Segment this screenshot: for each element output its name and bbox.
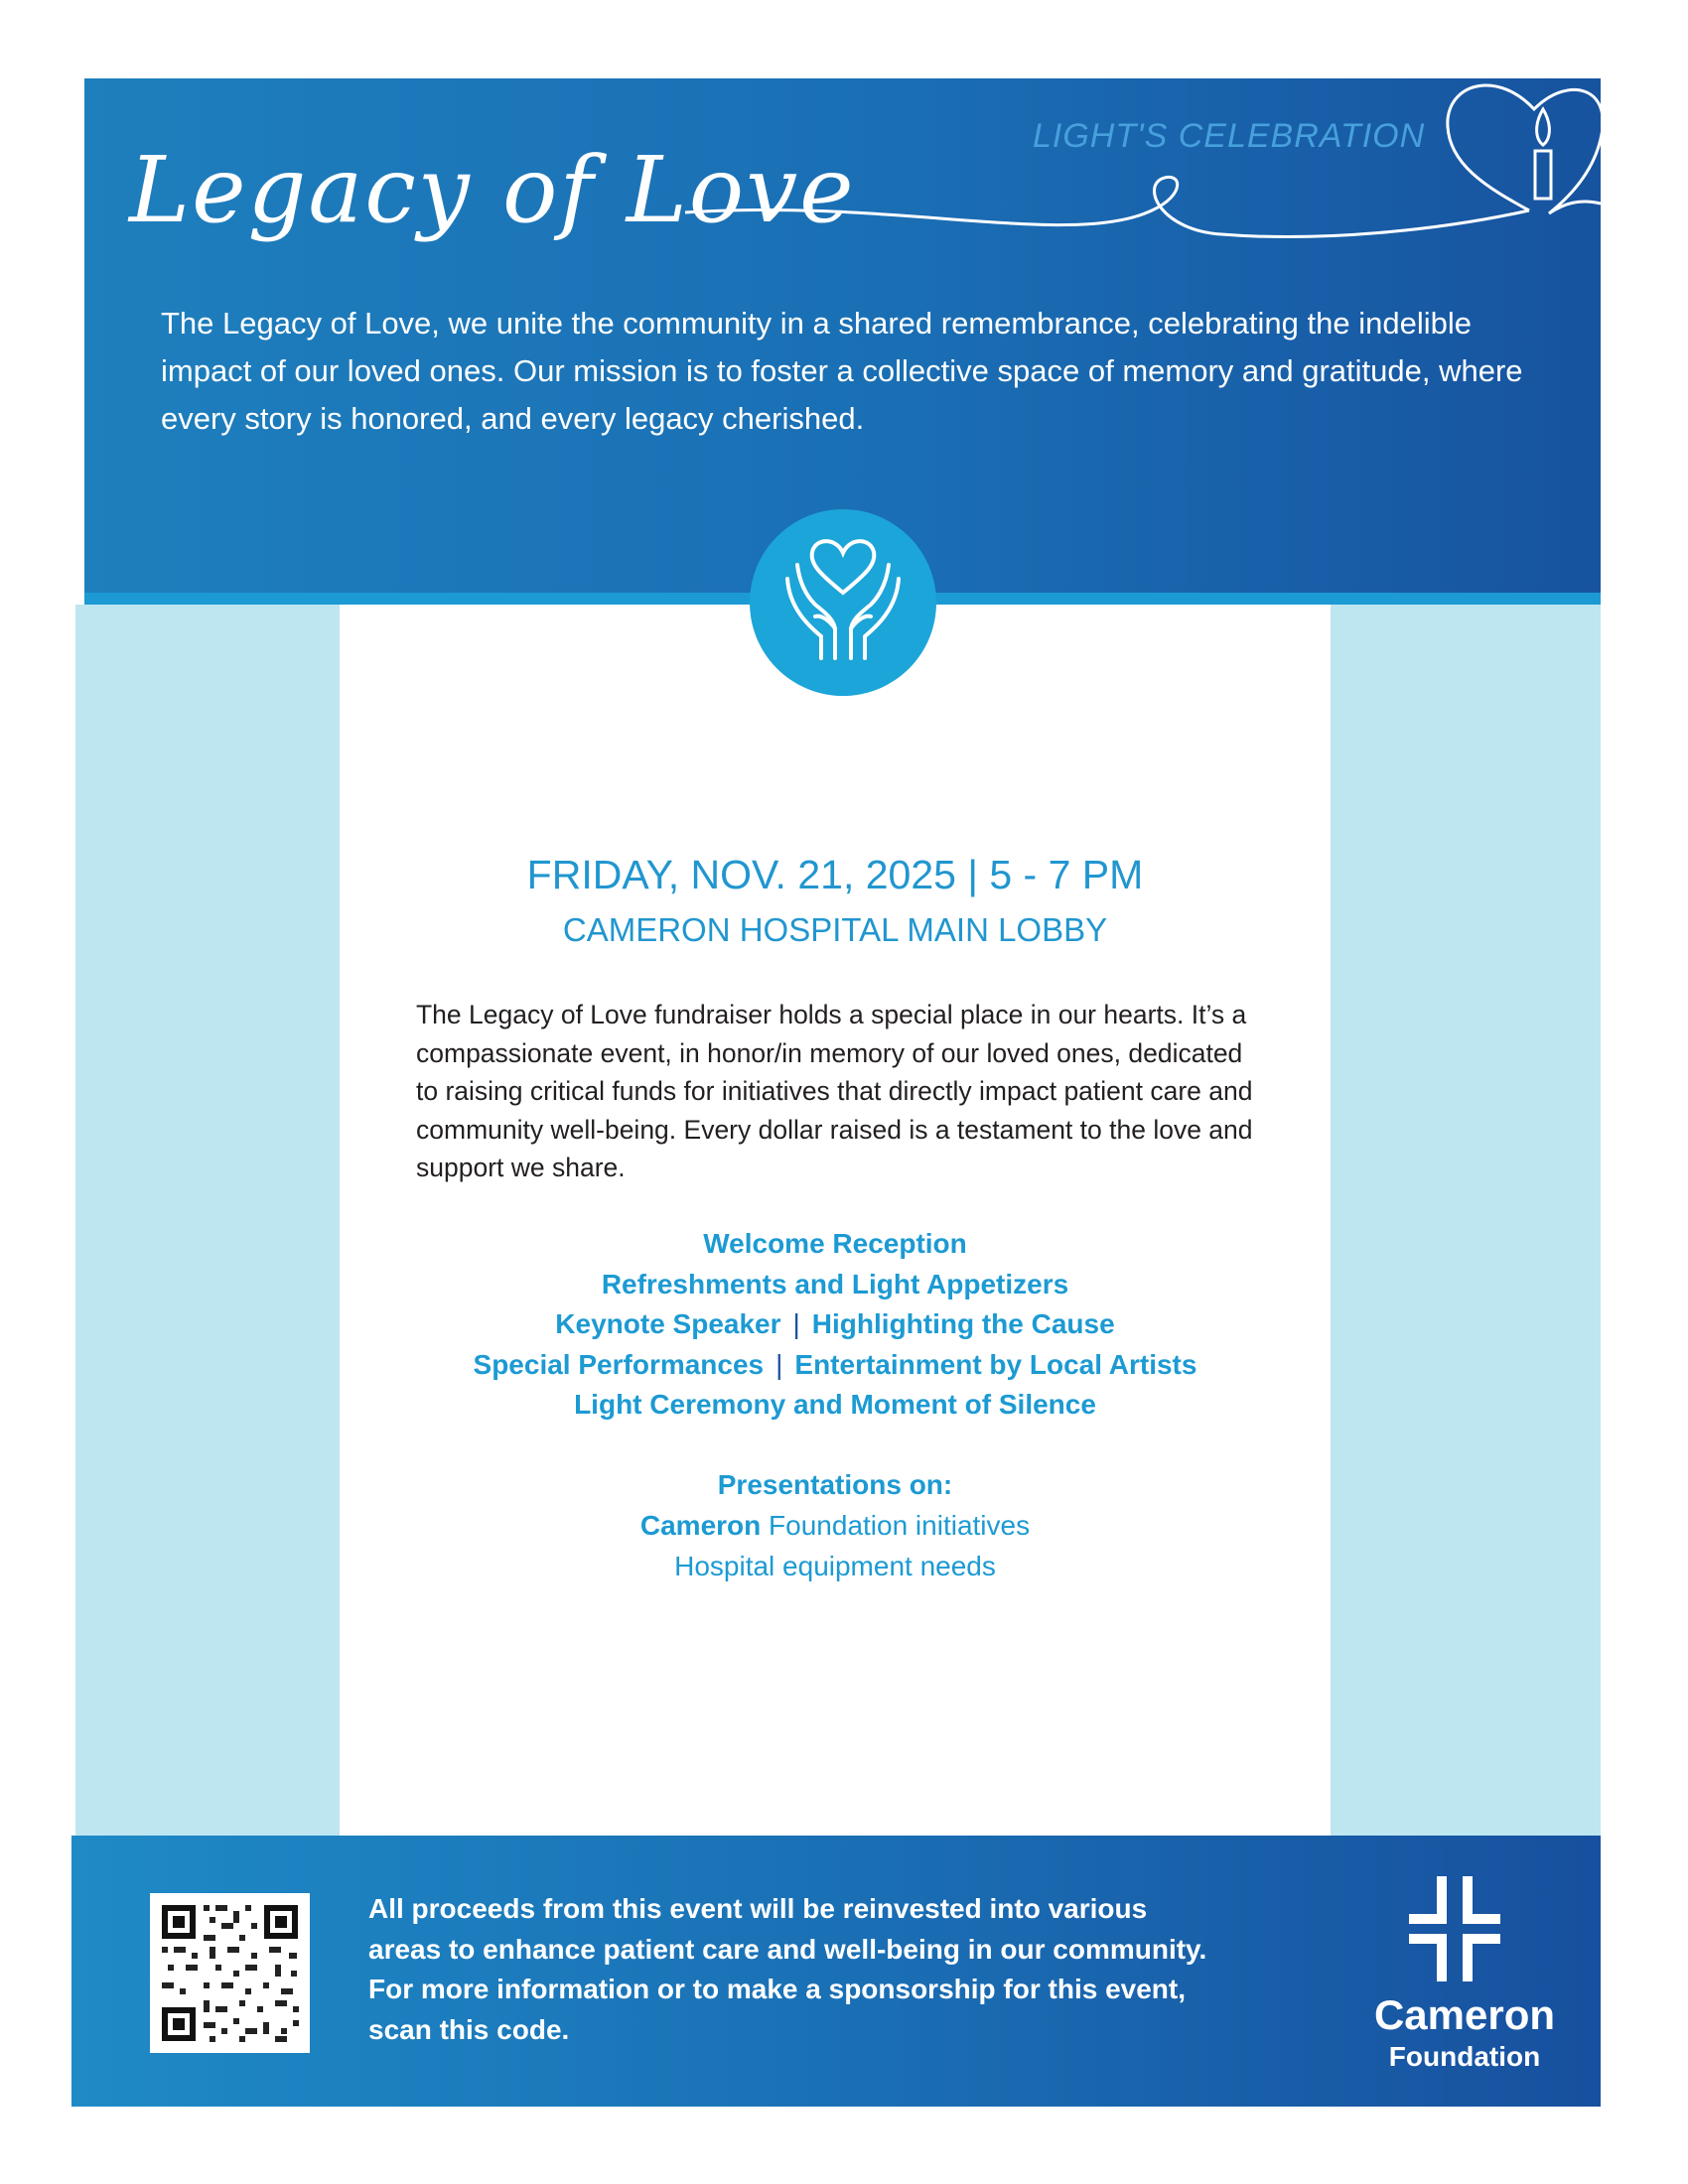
presentation-item-brand: Cameron [639,1510,762,1541]
cameron-cross-icon [1409,1876,1500,1983]
presentation-item-rest: Foundation initiatives [761,1510,1031,1541]
presentations-list [340,1464,1331,1586]
event-title: Legacy of Love [129,137,856,243]
program-list [340,1224,1331,1426]
presentation-item-initiatives [340,1505,1331,1546]
performances-label: Special Performances [473,1348,765,1380]
mission-statement: The Legacy of Love, we unite the community in a shared remembrance, celebrating the indelible impact of our loved ones. Our mission is to foster a collective space of memory and gratitude, where every story is honored, and every legacy cherished. [161,306,1523,436]
flourish-line-art [0,0,1688,318]
left-panel [75,605,340,1836]
program-item-keynote [340,1304,1331,1345]
heart-in-hands-icon [750,509,936,696]
event-description: The Legacy of Love fundraiser holds a special place in our hearts. It’s a compassionate event, in honor/in memory of our loved ones, dedicated to raising critical funds for initiatives that directly impact patient care and community well-being. Every dollar raised is a testament to the love and support we share. [416,1000,1253,1182]
hands-badge [750,509,936,696]
presentations-heading: Presentations on: [717,1469,953,1500]
qr-code-frame[interactable] [150,1893,310,2053]
keynote-detail: Highlighting the Cause [811,1308,1115,1339]
candle-heart-icon [1448,85,1603,213]
program-item-welcome: Welcome Reception [703,1228,967,1259]
performances-detail: Entertainment by Local Artists [794,1348,1197,1380]
flourish-swirl-line [685,177,1529,236]
presentation-item-equipment: Hospital equipment needs [674,1551,996,1581]
event-subtitle: LIGHT'S CELEBRATION [1033,117,1426,155]
qr-code-icon[interactable] [150,1893,310,2053]
program-item-ceremony: Light Ceremony and Moment of Silence [574,1389,1096,1420]
footer-info-text: All proceeds from this event will be reinvested into various areas to enhance patient care and well-being in our community. For more information or to make a sponsorship for this event, scan this code. [368,1893,1207,2045]
logo-name: Cameron [1373,1991,1556,2038]
right-panel [1331,605,1601,1836]
program-item-performances [340,1345,1331,1386]
main-content-panel [340,605,1331,1836]
keynote-label: Keynote Speaker [555,1308,781,1339]
program-item-refreshments: Refreshments and Light Appetizers [601,1268,1069,1299]
event-date-time: FRIDAY, NOV. 21, 2025 | 5 - 7 PM [526,852,1144,897]
logo-subtitle: Foundation [1388,2041,1541,2072]
event-venue: CAMERON HOSPITAL MAIN LOBBY [562,911,1108,948]
keynote-separator: | [792,1308,800,1339]
performances-separator: | [775,1348,783,1380]
